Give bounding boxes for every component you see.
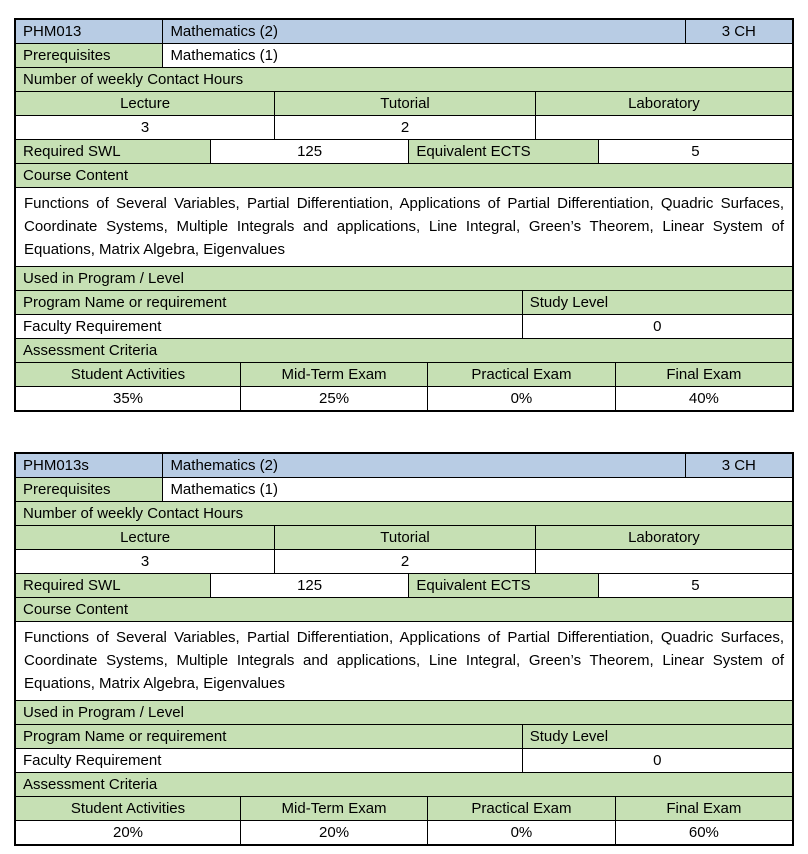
prerequisites-row [16,478,792,502]
prerequisites-label: Prerequisites [16,478,163,501]
used-in-program-title: Used in Program / Level [16,267,792,290]
tutorial-header: Tutorial [275,92,536,115]
required-swl-value: 125 [211,574,410,597]
course-content-text: Functions of Several Variables, Partial Differentiation, Applications of Partial Differentiation, Quadric Surfaces, Coordinate Systems, Multiple Integrals and applications, Line Integral, Green’s Theorem, Linear System of Equations, Matrix Algebra, Eigenvalues [24,629,784,692]
final-exam-value: 40% [688,390,719,407]
program-header-row [16,725,792,749]
course-header-row [16,20,792,44]
used-in-program-row [16,267,792,291]
credit-hours-cell: 3 CH [686,20,792,43]
assessment-values-row [16,387,792,410]
prerequisite-value: Mathematics (1) [170,481,278,498]
course-content-title-row [16,164,792,188]
course-content-title: Course Content [16,598,792,621]
student-activities-value: 20% [16,821,241,844]
contact-hours-values-row [16,116,792,140]
final-exam-header: Final Exam [616,797,792,820]
course-content-text: Functions of Several Variables, Partial Differentiation, Applications of Partial Differentiation, Quadric Surfaces, Coordinate Systems, Multiple Integrals and applications, Line Integral, Green’s Theorem, Linear System of Equations, Matrix Algebra, Eigenvalues [24,195,784,258]
practical-exam-value: 0% [428,821,616,844]
mid-term-exam-value: 25% [241,387,428,410]
tutorial-hours-value: 2 [275,116,536,139]
used-in-program-title: Used in Program / Level [16,701,792,724]
assessment-criteria-title: Assessment Criteria [16,773,792,796]
tutorial-header: Tutorial [275,526,536,549]
course-content-row [16,188,792,267]
course-table-phm013s [14,452,794,846]
prerequisites-row [16,44,792,68]
program-values-row [16,315,792,339]
credit-hours-cell: 3 CH [686,454,792,477]
contact-hours-title: Number of weekly Contact Hours [16,502,792,525]
study-level-value: 0 [653,318,662,335]
laboratory-header: Laboratory [536,526,792,549]
study-level-header: Study Level [523,725,792,748]
mid-term-exam-value: 20% [241,821,428,844]
contact-hours-values-row [16,550,792,574]
practical-exam-value: 0% [428,387,616,410]
practical-exam-header: Practical Exam [428,363,616,386]
assessment-header-row [16,363,792,387]
lecture-header: Lecture [16,92,275,115]
prerequisites-label: Prerequisites [16,44,163,67]
program-values-row [16,749,792,773]
lecture-header: Lecture [16,526,275,549]
tutorial-hours-value: 2 [275,550,536,573]
required-swl-label: Required SWL [16,574,211,597]
required-swl-label: Required SWL [16,140,211,163]
laboratory-header: Laboratory [536,92,792,115]
student-activities-header: Student Activities [16,797,241,820]
practical-exam-header: Practical Exam [428,797,616,820]
assessment-title-row [16,339,792,363]
contact-hours-header-row [16,526,792,550]
assessment-title-row [16,773,792,797]
swl-ects-row [16,140,792,164]
final-exam-value: 60% [688,824,719,841]
assessment-header-row [16,797,792,821]
equivalent-ects-label: Equivalent ECTS [409,574,598,597]
swl-ects-row [16,574,792,598]
contact-hours-title-row [16,68,792,92]
final-exam-header: Final Exam [616,363,792,386]
course-content-title: Course Content [16,164,792,187]
study-level-header: Study Level [523,291,792,314]
course-title-cell: Mathematics (2) [163,20,685,43]
required-swl-value: 125 [211,140,410,163]
lecture-hours-value: 3 [16,550,275,573]
used-in-program-row [16,701,792,725]
laboratory-hours-value [536,550,792,573]
mid-term-exam-header: Mid-Term Exam [241,363,428,386]
course-code-cell: PHM013 [16,20,163,43]
course-table-phm013 [14,18,794,412]
prerequisite-value: Mathematics (1) [170,47,278,64]
program-requirement-value: Faculty Requirement [16,749,523,772]
program-requirement-value: Faculty Requirement [16,315,523,338]
course-code-cell: PHM013s [16,454,163,477]
laboratory-hours-value [536,116,792,139]
assessment-criteria-title: Assessment Criteria [16,339,792,362]
lecture-hours-value: 3 [16,116,275,139]
student-activities-header: Student Activities [16,363,241,386]
course-header-row [16,454,792,478]
student-activities-value: 35% [16,387,241,410]
program-name-header: Program Name or requirement [16,291,523,314]
course-content-row [16,622,792,701]
contact-hours-title-row [16,502,792,526]
study-level-value: 0 [653,752,662,769]
contact-hours-title: Number of weekly Contact Hours [16,68,792,91]
equivalent-ects-value: 5 [691,143,700,160]
equivalent-ects-label: Equivalent ECTS [409,140,598,163]
program-header-row [16,291,792,315]
program-name-header: Program Name or requirement [16,725,523,748]
mid-term-exam-header: Mid-Term Exam [241,797,428,820]
equivalent-ects-value: 5 [691,577,700,594]
assessment-values-row [16,821,792,844]
course-title-cell: Mathematics (2) [163,454,685,477]
contact-hours-header-row [16,92,792,116]
course-content-title-row [16,598,792,622]
